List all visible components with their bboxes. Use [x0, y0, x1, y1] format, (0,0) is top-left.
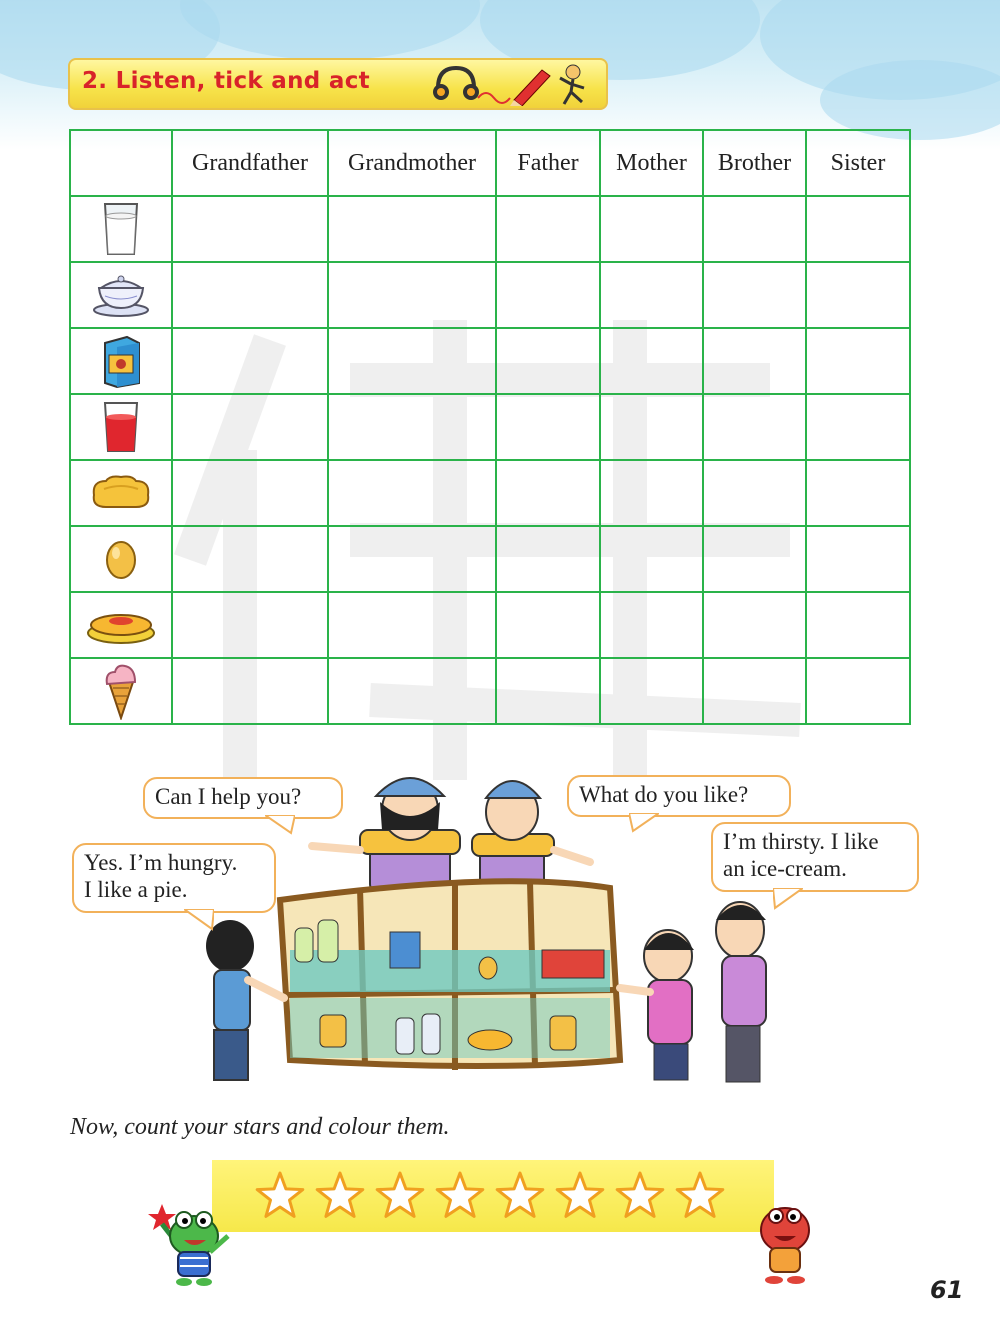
pencil-icon — [510, 70, 550, 106]
star-icon[interactable] — [257, 1173, 303, 1216]
tick-cell[interactable] — [172, 328, 328, 394]
tick-cell[interactable] — [806, 394, 910, 460]
column-header-sister: Sister — [806, 130, 910, 196]
table-row — [70, 394, 910, 460]
egg-icon — [103, 537, 139, 581]
star-icon[interactable] — [437, 1173, 483, 1216]
table-row — [70, 196, 910, 262]
star-icon[interactable] — [557, 1173, 603, 1216]
tick-cell[interactable] — [496, 328, 600, 394]
star-icon[interactable] — [677, 1173, 723, 1216]
tick-cell[interactable] — [496, 526, 600, 592]
tick-cell[interactable] — [806, 328, 910, 394]
tick-cell[interactable] — [600, 460, 703, 526]
tick-cell[interactable] — [496, 196, 600, 262]
red-frog-mascot — [750, 1200, 820, 1286]
star-icon[interactable] — [317, 1173, 363, 1216]
tick-cell[interactable] — [600, 526, 703, 592]
tick-cell[interactable] — [328, 328, 496, 394]
tick-cell[interactable] — [703, 460, 806, 526]
corner-cell — [70, 130, 172, 196]
column-header-father: Father — [496, 130, 600, 196]
tick-cell[interactable] — [600, 328, 703, 394]
tick-cell[interactable] — [600, 658, 703, 724]
activity-icons — [430, 62, 600, 106]
boy-customer-2 — [716, 902, 766, 1082]
column-header-grandfather: Grandfather — [172, 130, 328, 196]
tick-cell[interactable] — [328, 526, 496, 592]
tick-cell[interactable] — [172, 526, 328, 592]
bubble-text-line-1: I’m thirsty. I like — [723, 829, 879, 854]
bubble-text-line-1: Yes. I’m hungry. — [84, 850, 238, 875]
tick-cell[interactable] — [806, 658, 910, 724]
listening-table — [69, 129, 911, 725]
bubble-tail — [629, 813, 659, 833]
bubble-text: Can I help you? — [155, 784, 302, 809]
column-header-mother: Mother — [600, 130, 703, 196]
bubble-text: What do you like? — [579, 782, 749, 807]
tick-cell[interactable] — [806, 592, 910, 658]
tick-cell[interactable] — [172, 196, 328, 262]
section-banner — [68, 58, 608, 110]
tick-cell[interactable] — [496, 658, 600, 724]
tick-cell[interactable] — [703, 394, 806, 460]
boy-customer — [206, 920, 284, 1080]
tick-cell[interactable] — [806, 196, 910, 262]
speech-bubble-hungry — [72, 843, 276, 913]
tick-cell[interactable] — [172, 394, 328, 460]
milk-glass-icon — [99, 200, 143, 258]
tick-cell[interactable] — [600, 394, 703, 460]
tick-cell[interactable] — [172, 658, 328, 724]
tick-cell[interactable] — [172, 262, 328, 328]
page-number: 61 — [930, 1276, 964, 1304]
tick-cell[interactable] — [172, 460, 328, 526]
column-header-brother: Brother — [703, 130, 806, 196]
pie-icon — [85, 603, 157, 647]
juice-box-icon — [97, 333, 145, 389]
tick-cell[interactable] — [806, 526, 910, 592]
speech-bubble-what-like — [567, 775, 791, 817]
tick-cell[interactable] — [703, 328, 806, 394]
table-row — [70, 658, 910, 724]
tick-cell[interactable] — [703, 658, 806, 724]
column-header-grandmother: Grandmother — [328, 130, 496, 196]
tick-cell[interactable] — [328, 460, 496, 526]
acting-boy-icon — [560, 65, 584, 104]
table-row — [70, 592, 910, 658]
tick-cell[interactable] — [496, 262, 600, 328]
tick-cell[interactable] — [703, 526, 806, 592]
bubble-text-line-2: I like a pie. — [84, 877, 188, 902]
bubble-tail — [265, 815, 295, 835]
speech-bubble-help — [143, 777, 343, 819]
tick-cell[interactable] — [496, 394, 600, 460]
tick-cell[interactable] — [806, 460, 910, 526]
ice-cream-icon — [101, 662, 141, 720]
tick-cell[interactable] — [172, 592, 328, 658]
tea-cup-icon — [91, 272, 151, 318]
tick-cell[interactable] — [806, 262, 910, 328]
instruction-text: Now, count your stars and colour them. — [70, 1114, 450, 1140]
star-icon[interactable] — [497, 1173, 543, 1216]
tick-cell[interactable] — [328, 262, 496, 328]
table-header-row — [70, 130, 910, 196]
tick-cell[interactable] — [600, 196, 703, 262]
bubble-tail — [184, 909, 214, 931]
shop-counter — [280, 881, 620, 1070]
star-icon[interactable] — [617, 1173, 663, 1216]
tick-cell[interactable] — [600, 262, 703, 328]
section-title: 2. Listen, tick and act — [82, 68, 370, 94]
table-row — [70, 262, 910, 328]
squiggle-line — [478, 93, 510, 103]
tick-cell[interactable] — [496, 592, 600, 658]
bubble-tail — [773, 888, 803, 910]
tick-cell[interactable] — [703, 196, 806, 262]
table-row — [70, 526, 910, 592]
speech-bubble-thirsty — [711, 822, 919, 892]
tick-cell[interactable] — [328, 592, 496, 658]
tick-cell[interactable] — [600, 592, 703, 658]
headphones-icon — [433, 68, 479, 100]
bread-icon — [88, 473, 154, 513]
tick-cell[interactable] — [703, 262, 806, 328]
tick-cell[interactable] — [328, 394, 496, 460]
star-bar — [212, 1160, 774, 1232]
star-icon[interactable] — [377, 1173, 423, 1216]
tick-cell[interactable] — [703, 592, 806, 658]
frog-mascot — [148, 1196, 238, 1288]
star-row — [252, 1168, 732, 1224]
table-row — [70, 460, 910, 526]
tick-cell[interactable] — [328, 196, 496, 262]
juice-glass-icon — [99, 399, 143, 455]
tick-cell[interactable] — [496, 460, 600, 526]
tick-cell[interactable] — [328, 658, 496, 724]
table-row — [70, 328, 910, 394]
bubble-text-line-2: an ice-cream. — [723, 856, 847, 881]
girl-customer — [620, 930, 694, 1080]
